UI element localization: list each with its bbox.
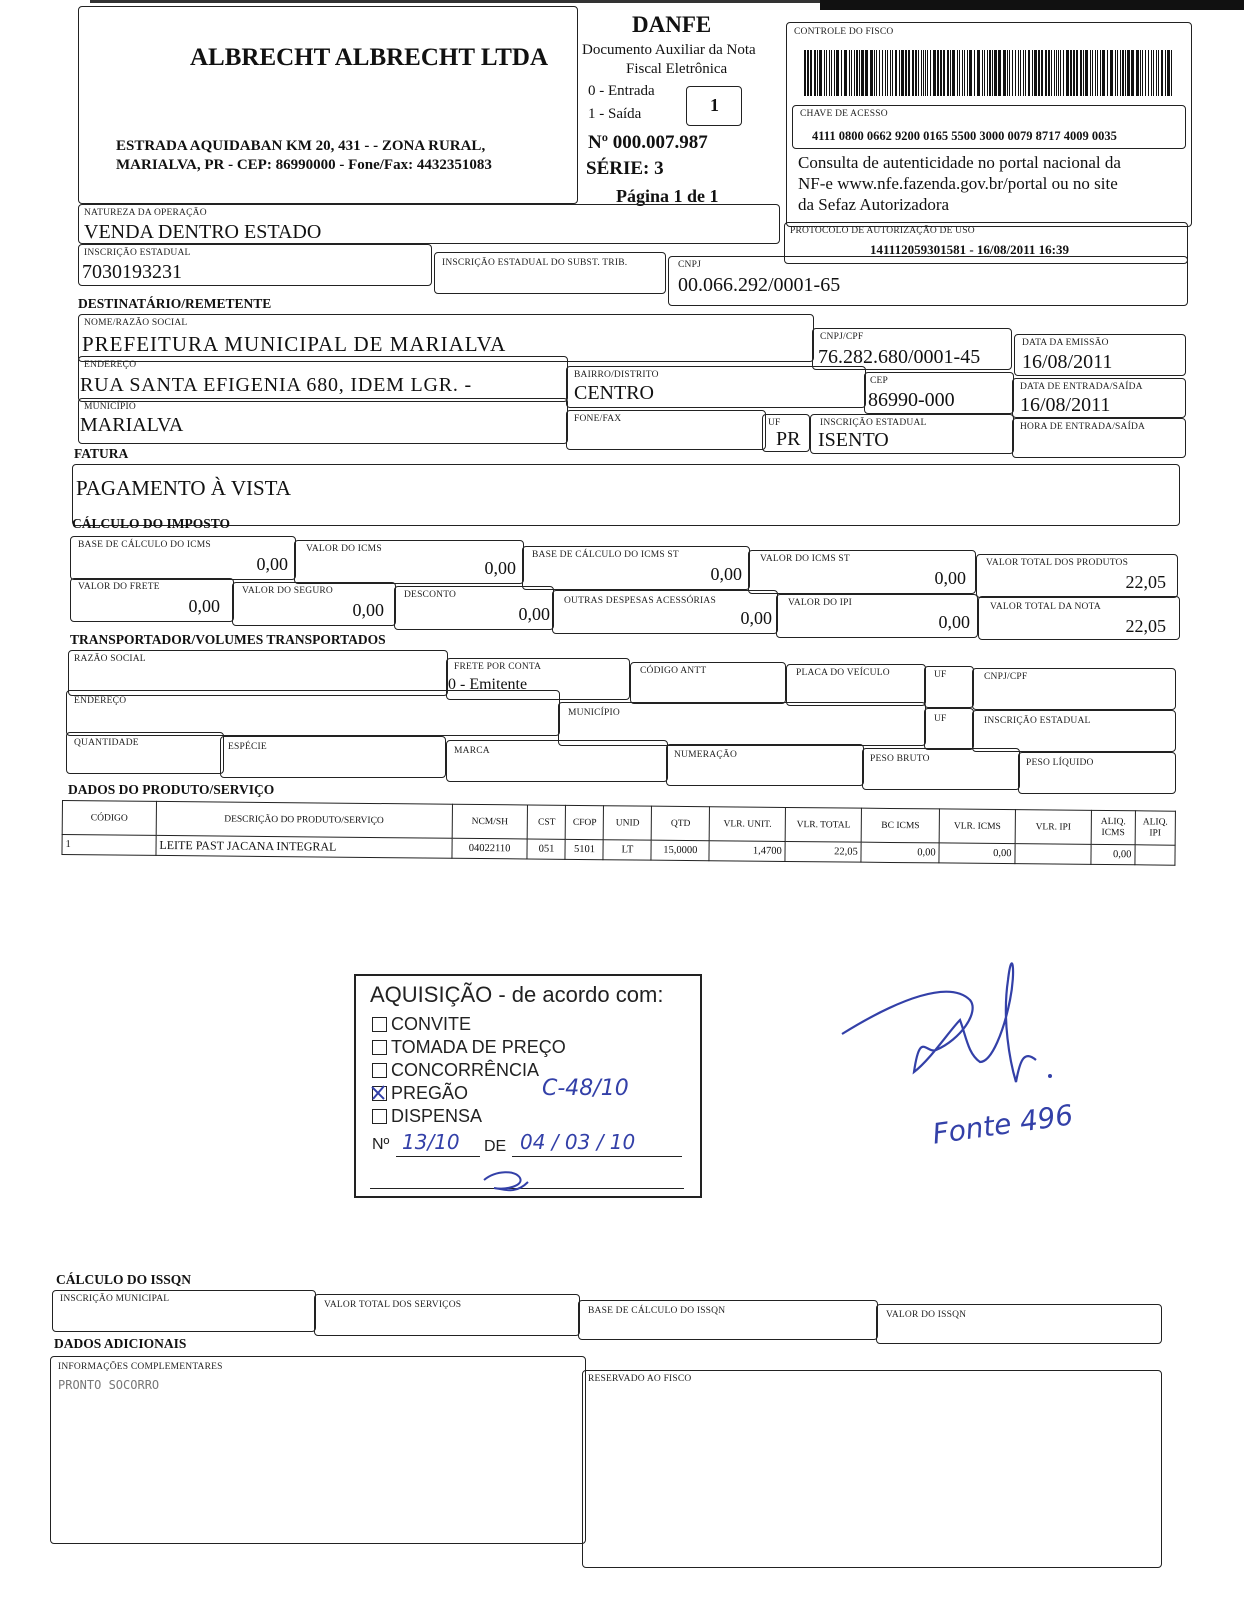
chave-acesso-label: CHAVE DE ACESSO	[800, 109, 888, 119]
dest-nome-value: PREFEITURA MUNICIPAL DE MARIALVA	[82, 332, 507, 356]
cell-cst: 051	[527, 839, 565, 859]
barcode-bar	[977, 50, 980, 96]
col-bc-icms: BC ICMS	[861, 808, 939, 843]
barcode-bar	[1140, 50, 1141, 96]
barcode-bar	[969, 50, 972, 96]
barcode-bar	[927, 50, 928, 96]
barcode-bar	[1148, 50, 1149, 96]
barcode-bar	[831, 50, 832, 96]
signature-icon	[840, 950, 1080, 1120]
barcode-bar	[967, 50, 968, 96]
total-produtos-label: VALOR TOTAL DOS PRODUTOS	[986, 558, 1129, 568]
barcode-bar	[870, 50, 873, 96]
barcode-bar	[1097, 50, 1098, 96]
barcode-bar	[912, 50, 914, 96]
barcode-bar	[1131, 50, 1134, 96]
barcode-bar	[1167, 50, 1170, 96]
barcode-bar	[1107, 50, 1108, 96]
valor-st-value: 0,00	[934, 568, 966, 588]
barcode-bar	[998, 50, 1001, 96]
transp-uf-label: UF	[934, 670, 947, 680]
barcode-bar	[819, 50, 822, 96]
cell-qtd: 15,0000	[651, 840, 709, 861]
barcode-bar	[1048, 50, 1050, 96]
barcode-bar	[1136, 50, 1139, 96]
transp-cnpj-label: CNPJ/CPF	[984, 672, 1028, 682]
cnpj-emitente-label: CNPJ	[678, 260, 701, 270]
dest-entrada-label: DATA DE ENTRADA/SAÍDA	[1020, 382, 1143, 392]
dest-emissao-value: 16/08/2011	[1022, 351, 1113, 373]
ipi-value: 0,00	[938, 612, 970, 632]
cell-aliq-icms: 0,00	[1091, 844, 1135, 864]
transp-peso-liquido-label: PESO LÍQUIDO	[1026, 758, 1094, 768]
col-vlr-total: VLR. TOTAL	[785, 807, 861, 842]
barcode-bar	[1025, 50, 1026, 96]
transp-placa-label: PLACA DO VEÍCULO	[796, 668, 890, 678]
natureza-label: NATUREZA DA OPERAÇÃO	[84, 208, 207, 218]
danfe-subtitle-2: Fiscal Eletrônica	[626, 61, 728, 77]
total-nota-value: 22,05	[1125, 616, 1166, 636]
stamp-pregao-annotation: C-48/10	[542, 1076, 629, 1101]
chave-acesso: 4111 0800 0662 9200 0165 5500 3000 0079 8717 4009 0035	[812, 129, 1117, 143]
issqn-valor-label: VALOR DO ISSQN	[886, 1310, 967, 1320]
transp-marca-label: MARCA	[454, 746, 490, 756]
stamp-option-convite: CONVITE	[372, 1014, 471, 1035]
barcode-bar	[834, 50, 835, 96]
barcode-bar	[1020, 50, 1021, 96]
desconto-value: 0,00	[518, 604, 550, 624]
emitente-box	[78, 6, 578, 204]
barcode-bar	[952, 50, 955, 96]
barcode-bar	[943, 50, 945, 96]
col-codigo: CÓDIGO	[62, 801, 156, 836]
checkbox-dispensa-icon	[372, 1109, 387, 1124]
col-vlr-unit: VLR. UNIT.	[709, 807, 785, 842]
barcode-bar	[1038, 50, 1040, 96]
desconto-label: DESCONTO	[404, 590, 457, 600]
barcode-bar	[1120, 50, 1121, 96]
transp-quantidade-label: QUANTIDADE	[74, 738, 139, 748]
ie-label: INSCRIÇÃO ESTADUAL	[84, 248, 191, 258]
cell-vlr-unit: 1,4700	[709, 841, 785, 862]
barcode-bar	[876, 50, 877, 96]
outras-value: 0,00	[740, 608, 772, 628]
col-unid: UNID	[604, 806, 652, 840]
emitente-address-line2: MARIALVA, PR - CEP: 86990000 - Fone/Fax: 4432351083	[116, 157, 492, 173]
barcode-bar	[859, 50, 860, 96]
frete-label: VALOR DO FRETE	[78, 582, 160, 592]
outras-label: OUTRAS DESPESAS ACESSÓRIAS	[564, 596, 716, 606]
transp-especie-label: ESPÉCIE	[228, 742, 267, 752]
issqn-im-label: INSCRIÇÃO MUNICIPAL	[60, 1294, 170, 1304]
fatura-section: FATURA	[74, 446, 129, 461]
stamp-data-value: 04 / 03 / 10	[520, 1130, 636, 1154]
stamp-option-pregao: PREGÃO	[372, 1083, 468, 1104]
valor-icms-label: VALOR DO ICMS	[306, 544, 382, 554]
danfe-serie: SÉRIE: 3	[586, 158, 664, 179]
barcode-bar	[895, 50, 897, 96]
protocolo-label: PROTOCOLO DE AUTORIZAÇÃO DE USO	[790, 226, 975, 236]
consulta-line2: NF-e www.nfe.fazenda.gov.br/portal ou no site	[798, 174, 1118, 193]
barcode-bar	[905, 50, 907, 96]
total-produtos-value: 22,05	[1125, 572, 1166, 592]
scan-top-edge	[820, 0, 1244, 10]
barcode-bar	[874, 50, 875, 96]
barcode-bar	[1045, 50, 1047, 96]
dest-municipio-label: MUNICÍPIO	[84, 402, 136, 412]
barcode-bar	[1054, 50, 1055, 96]
base-st-value: 0,00	[710, 564, 742, 584]
barcode-bar	[1080, 50, 1082, 96]
adicionais-section: DADOS ADICIONAIS	[54, 1336, 187, 1351]
cell-vlr-ipi	[1015, 844, 1091, 865]
stamp-title: AQUISIÇÃO - de acordo com:	[370, 982, 664, 1007]
barcode-bar	[854, 50, 855, 96]
reservado-fisco-label: RESERVADO AO FISCO	[588, 1374, 692, 1384]
danfe-entrada: 0 - Entrada	[588, 83, 655, 99]
transp-uf2-label: UF	[934, 714, 947, 724]
barcode-bar	[1117, 50, 1118, 96]
barcode-bar	[882, 50, 883, 96]
consulta-line3: da Sefaz Autorizadora	[798, 195, 950, 214]
barcode-bar	[849, 50, 850, 96]
dest-ie-label: INSCRIÇÃO ESTADUAL	[820, 418, 927, 428]
barcode-bar	[885, 50, 886, 96]
barcode-bar	[937, 50, 939, 96]
transp-uf2-box	[924, 708, 974, 750]
barcode-bar	[851, 50, 852, 96]
base-icms-label: BASE DE CÁLCULO DO ICMS	[78, 540, 211, 550]
barcode-bar	[892, 50, 893, 96]
seguro-label: VALOR DO SEGURO	[242, 586, 333, 596]
produtos-section: DADOS DO PRODUTO/SERVIÇO	[68, 782, 275, 797]
barcode-bar	[1034, 50, 1037, 96]
col-aliq-ipi: ALIQ. IPI	[1135, 811, 1175, 845]
barcode-bar	[890, 50, 891, 96]
info-complementares-value: PRONTO SOCORRO	[58, 1378, 160, 1392]
barcode-bar	[1058, 50, 1059, 96]
barcode-bar	[1151, 50, 1152, 96]
controle-fisco-label: CONTROLE DO FISCO	[794, 27, 894, 37]
transp-peso-bruto-label: PESO BRUTO	[870, 754, 930, 764]
stamp-de-label: DE	[484, 1138, 507, 1155]
barcode-bar	[1153, 50, 1154, 96]
barcode-bar	[1028, 50, 1030, 96]
barcode-bar	[1102, 50, 1105, 96]
issqn-servicos-label: VALOR TOTAL DOS SERVIÇOS	[324, 1300, 462, 1310]
barcode-bar	[1110, 50, 1113, 96]
barcode-bar	[918, 50, 919, 96]
barcode-bar	[1056, 50, 1057, 96]
danfe-title: DANFE	[632, 12, 712, 37]
dest-cnpj-label: CNPJ/CPF	[820, 332, 864, 342]
valor-icms-value: 0,00	[484, 558, 516, 578]
barcode-bar	[1073, 50, 1075, 96]
barcode-bar	[1122, 50, 1124, 96]
barcode-bar	[915, 50, 917, 96]
dest-cep-value: 86990-000	[868, 389, 955, 411]
barcode-bar	[1009, 50, 1010, 96]
checkbox-tomada-icon	[372, 1040, 387, 1055]
barcode-bar	[908, 50, 910, 96]
transp-razao-label: RAZÃO SOCIAL	[74, 654, 146, 664]
barcode-bar	[879, 50, 880, 96]
danfe-numero: Nº 000.007.987	[588, 132, 708, 153]
barcode-bar	[899, 50, 900, 96]
barcode-bar	[989, 50, 991, 96]
issqn-base-label: BASE DE CÁLCULO DO ISSQN	[588, 1306, 726, 1316]
barcode-bar	[957, 50, 958, 96]
barcode-bar	[804, 50, 806, 96]
cell-aliq-ipi	[1135, 845, 1175, 865]
stamp-numero-label: Nº	[372, 1136, 390, 1153]
barcode-bar	[984, 50, 985, 96]
barcode-bar	[829, 50, 830, 96]
dest-hora-label: HORA DE ENTRADA/SAÍDA	[1020, 422, 1146, 432]
barcode-bar	[974, 50, 975, 96]
info-complementares-label: INFORMAÇÕES COMPLEMENTARES	[58, 1362, 223, 1372]
barcode-bar	[887, 50, 888, 96]
barcode-bar	[841, 50, 842, 96]
barcode-bar	[810, 50, 812, 96]
barcode-bar	[964, 50, 965, 96]
danfe-pagina: Página 1 de 1	[616, 186, 719, 206]
barcode-bar	[836, 50, 839, 96]
stamp-option-dispensa: DISPENSA	[372, 1106, 482, 1127]
barcode-bar	[1076, 50, 1078, 96]
cell-unid: LT	[603, 840, 651, 860]
cell-descricao: LEITE PAST JACANA INTEGRAL	[156, 835, 452, 858]
col-vlr-ipi: VLR. IPI	[1015, 810, 1091, 845]
col-descricao: DESCRIÇÃO DO PRODUTO/SERVIÇO	[156, 801, 452, 838]
checkbox-convite-icon	[372, 1017, 387, 1032]
barcode-bar	[962, 50, 963, 96]
danfe-saida: 1 - Saída	[588, 106, 642, 122]
barcode-bar	[921, 50, 922, 96]
total-nota-label: VALOR TOTAL DA NOTA	[990, 602, 1101, 612]
transp-municipio-label: MUNICÍPIO	[568, 708, 620, 718]
ie-st-label: INSCRIÇÃO ESTADUAL DO SUBST. TRIB.	[442, 258, 628, 268]
barcode-bar	[856, 50, 858, 96]
barcode-bar	[1041, 50, 1043, 96]
barcode-bar	[1100, 50, 1101, 96]
emitente-address-line1: ESTRADA AQUIDABAN KM 20, 431 - - ZONA RURAL,	[116, 138, 486, 154]
valor-st-label: VALOR DO ICMS ST	[760, 554, 850, 564]
barcode-bar	[1095, 50, 1096, 96]
consulta-line1: Consulta de autenticidade no portal nacional da	[798, 153, 1121, 172]
barcode-bar	[930, 50, 931, 96]
barcode-bar	[1012, 50, 1013, 96]
dest-endereco-value: RUA SANTA EFIGENIA 680, IDEM LGR. -	[80, 374, 472, 396]
dest-uf-value: PR	[776, 428, 801, 450]
barcode-bar	[992, 50, 993, 96]
transp-endereco-box	[66, 690, 560, 736]
cell-bc-icms: 0,00	[861, 842, 939, 863]
cell-vlr-total: 22,05	[785, 841, 861, 862]
col-aliq-icms: ALIQ. ICMS	[1091, 810, 1135, 844]
dest-municipio-value: MARIALVA	[80, 414, 184, 436]
natureza-value: VENDA DENTRO ESTADO	[84, 221, 322, 243]
barcode-bar	[814, 50, 816, 96]
danfe-subtitle-1: Documento Auxiliar da Nota	[582, 42, 756, 58]
dest-ie-value: ISENTO	[818, 429, 889, 451]
scan-top-edge-left	[90, 0, 820, 3]
frete-value: 0,00	[188, 596, 220, 616]
barcode-bar	[982, 50, 983, 96]
cell-cfop: 5101	[565, 839, 603, 859]
ie-value: 7030193231	[82, 261, 182, 283]
barcode-bar	[1063, 50, 1064, 96]
barcode-icon	[804, 50, 1172, 96]
barcode-bar	[1018, 50, 1019, 96]
transporte-section: TRANSPORTADOR/VOLUMES TRANSPORTADOS	[70, 632, 386, 647]
col-cfop: CFOP	[566, 805, 604, 839]
stamp-option-tomada: TOMADA DE PREÇO	[372, 1037, 566, 1058]
cell-codigo: 1	[62, 835, 156, 856]
barcode-bar	[950, 50, 951, 96]
barcode-bar	[1032, 50, 1033, 96]
stamp-option-concorrencia: CONCORRÊNCIA	[372, 1060, 539, 1081]
barcode-bar	[817, 50, 818, 96]
barcode-bar	[1090, 50, 1091, 96]
barcode-bar	[1051, 50, 1052, 96]
issqn-section: CÁLCULO DO ISSQN	[56, 1272, 192, 1287]
barcode-bar	[1023, 50, 1024, 96]
barcode-bar	[925, 50, 926, 96]
barcode-bar	[824, 50, 825, 96]
cnpj-emitente-value: 00.066.292/0001-65	[678, 274, 841, 296]
checkbox-concorrencia-icon	[372, 1063, 387, 1078]
barcode-bar	[1092, 50, 1093, 96]
barcode-bar	[807, 50, 809, 96]
barcode-bar	[844, 50, 847, 96]
barcode-bar	[923, 50, 924, 96]
reservado-fisco-box	[582, 1370, 1162, 1568]
barcode-bar	[861, 50, 864, 96]
barcode-bar	[933, 50, 936, 96]
fonte-annotation: Fonte 496	[930, 1098, 1076, 1151]
aquisicao-stamp	[354, 974, 702, 1198]
dest-bairro-value: CENTRO	[574, 382, 654, 404]
transp-frete-value: 0 - Emitente	[448, 676, 528, 693]
checkbox-pregao-checked-icon	[372, 1086, 387, 1101]
dest-nome-label: NOME/RAZÃO SOCIAL	[84, 318, 188, 328]
col-cst: CST	[528, 805, 566, 839]
transp-uf-box	[924, 666, 974, 708]
dest-cep-label: CEP	[870, 376, 889, 386]
destinatario-section: DESTINATÁRIO/REMETENTE	[78, 296, 272, 311]
barcode-bar	[1060, 50, 1061, 96]
barcode-bar	[1127, 50, 1130, 96]
barcode-bar	[826, 50, 827, 96]
barcode-bar	[1125, 50, 1126, 96]
barcode-bar	[1007, 50, 1008, 96]
imposto-section: CÁLCULO DO IMPOSTO	[72, 516, 231, 531]
barcode-bar	[1171, 50, 1172, 96]
base-st-label: BASE DE CÁLCULO DO ICMS ST	[532, 550, 679, 560]
barcode-bar	[1145, 50, 1146, 96]
dest-bairro-label: BAIRRO/DISTRITO	[574, 370, 659, 380]
stamp-signature-icon	[476, 1168, 536, 1198]
barcode-bar	[940, 50, 942, 96]
barcode-bar	[1085, 50, 1088, 96]
barcode-bar	[1115, 50, 1116, 96]
ipi-label: VALOR DO IPI	[788, 598, 852, 608]
dest-fone-label: FONE/FAX	[574, 414, 622, 424]
barcode-bar	[994, 50, 997, 96]
cell-ncm: 04022110	[452, 838, 528, 859]
barcode-bar	[959, 50, 960, 96]
protocolo-value: 141112059301581 - 16/08/2011 16:39	[870, 242, 1069, 257]
transp-endereco-label: ENDEREÇO	[74, 696, 127, 706]
barcode-bar	[1158, 50, 1159, 96]
barcode-bar	[947, 50, 949, 96]
barcode-bar	[1165, 50, 1166, 96]
transp-frete-label: FRETE POR CONTA	[454, 662, 542, 672]
barcode-bar	[1142, 50, 1143, 96]
transp-ie-label: INSCRIÇÃO ESTADUAL	[984, 716, 1091, 726]
barcode-bar	[1156, 50, 1157, 96]
stamp-numero-line	[396, 1156, 480, 1157]
barcode-bar	[1083, 50, 1084, 96]
col-qtd: QTD	[652, 806, 710, 841]
col-vlr-icms: VLR. ICMS	[939, 809, 1015, 844]
cell-vlr-icms: 0,00	[939, 843, 1015, 864]
dest-cnpj-value: 76.282.680/0001-45	[818, 346, 981, 368]
barcode-bar	[1070, 50, 1072, 96]
stamp-data-line	[512, 1156, 682, 1157]
barcode-bar	[1015, 50, 1016, 96]
dest-uf-label: UF	[768, 418, 781, 428]
fatura-value: PAGAMENTO À VISTA	[76, 476, 291, 500]
danfe-tipo: 1	[710, 95, 719, 115]
barcode-bar	[901, 50, 904, 96]
col-ncm: NCM/SH	[452, 804, 528, 839]
barcode-bar	[1066, 50, 1069, 96]
dest-endereco-label: ENDEREÇO	[84, 360, 137, 370]
produtos-table	[61, 800, 1175, 866]
transp-antt-label: CÓDIGO ANTT	[640, 666, 707, 676]
barcode-bar	[987, 50, 988, 96]
dest-entrada-value: 16/08/2011	[1020, 394, 1111, 416]
barcode-bar	[1161, 50, 1163, 96]
barcode-bar	[1003, 50, 1006, 96]
transp-numeracao-label: NUMERAÇÃO	[674, 750, 738, 760]
dest-emissao-label: DATA DA EMISSÃO	[1022, 338, 1109, 348]
barcode-bar	[865, 50, 868, 96]
emitente-name: ALBRECHT ALBRECHT LTDA	[190, 44, 548, 71]
stamp-numero-value: 13/10	[402, 1130, 460, 1154]
seguro-value: 0,00	[352, 600, 384, 620]
base-icms-value: 0,00	[256, 554, 288, 574]
